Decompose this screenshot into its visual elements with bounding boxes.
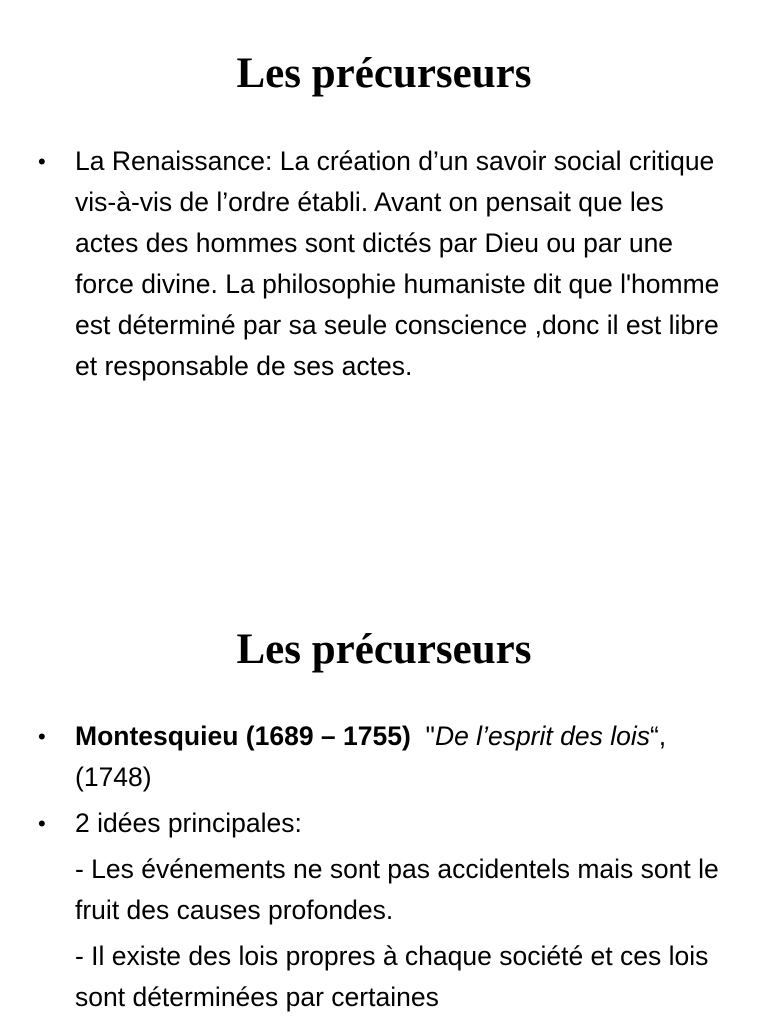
slide-2-bullet-montesquieu [38,716,728,798]
idea-line-2: - Il existe des lois propres à chaque société et ces lois sont déterminées par certaines [75,941,709,1012]
idea-line-1: - Les événements ne sont pas accidentels mais sont le fruit des causes profondes. [75,854,719,925]
bullet-text: 2 idées principales: [75,808,302,838]
slide-1-title: Les précurseurs [236,50,532,97]
slide-2-bullet-list [38,716,728,1023]
slide-2-bullet-ideas [38,803,728,844]
slide-1-bullet-list [38,141,728,392]
author-name: Montesquieu (1689 – 1755) [75,721,411,751]
slide-2-title: Les précurseurs [236,626,532,673]
bullet-marker: • [38,811,46,836]
bullet-marker: • [38,724,46,749]
slide-1-bullet-renaissance [38,141,728,387]
book-title: De l’esprit des lois [434,721,650,751]
bullet-marker: • [38,149,46,174]
quote-close: “ [649,721,659,751]
quote-open: " [410,721,435,751]
bullet-text: La Renaissance: La création d’un savoir social critique vis-à-vis de l’ordre établi. Avant on pensait que les actes des hommes sont dictés par Dieu ou par une force divine. La philosophie humaniste dit que l'homme est déterminé par sa seule conscience ,donc il est libre et responsable de ses actes. [75,146,720,381]
publication-year: , (1748) [75,721,667,792]
slide-2 [0,600,768,1024]
